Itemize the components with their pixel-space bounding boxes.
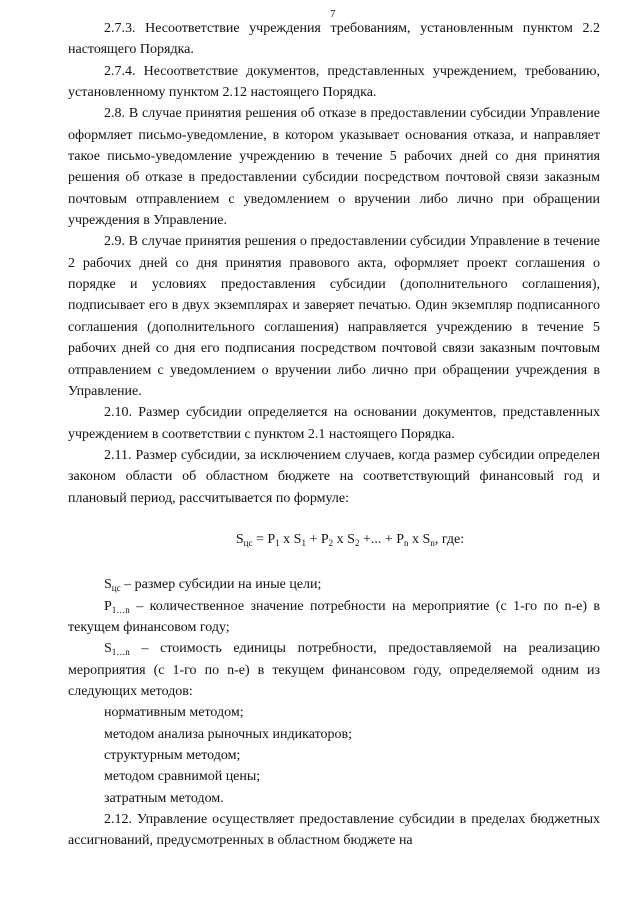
formula-x3: x S [408, 531, 431, 547]
paragraph-2-12: 2.12. Управление осуществляет предоставление субсидии в пределах бюджетных ассигнований, предусмотренных в областном бюджете на [68, 812, 600, 849]
def-s1n-letter: S [104, 641, 112, 657]
definition-s-1n [68, 638, 600, 702]
paragraph-2-7-3: 2.7.3. Несоответствие учреждения требованиям, установленным пунктом 2.2 настоящего Порядка. [68, 21, 600, 58]
formula-tail: , где: [434, 531, 465, 547]
method-item: методом сравнимой цены; [104, 769, 261, 785]
def-p-sub: 1…n [111, 604, 130, 615]
definition-s-cs [68, 574, 600, 595]
formula-plus2: +... + P [359, 531, 405, 547]
method-item: структурным методом; [104, 748, 241, 763]
paragraph-2-10: 2.10. Размер субсидии определяется на основании документов, представленных учреждением в соответствии с пунктом 2.1 настоящего Порядка. [68, 405, 600, 442]
formula-p2-sub: 2 [328, 537, 334, 548]
page-number: 7 [330, 8, 336, 20]
definition-p-1n [68, 596, 600, 639]
method-item: методом анализа рыночных индикаторов; [104, 726, 353, 742]
formula-s2-sub: 2 [354, 537, 360, 548]
def-p-letter: P [104, 598, 112, 614]
def-s-letter: S [104, 577, 112, 593]
formula-plus1: + P [305, 531, 329, 547]
paragraph-2-11: 2.11. Размер субсидии, за исключением случаев, когда размер субсидии определен законом области об областном бюджете на соответствующий финансовый год и плановый период, рассчитывается по формуле: [68, 447, 600, 506]
def-s-text: – размер субсидии на иные цели; [120, 577, 322, 593]
paragraph-2-7-4: 2.7.4. Несоответствие документов, представленных учреждением, требованию, установленному пунктом 2.12 настоящего Порядка. [68, 63, 600, 101]
formula-s-sub: цс [243, 537, 253, 548]
def-s1n-sub: 1…n [111, 647, 130, 658]
def-p-text: – количественное значение потребности на мероприятие (с 1-го по n-е) в текущем финансовом году; [68, 598, 600, 635]
formula-x1: x S [279, 531, 302, 547]
formula-sn-sub: n [430, 537, 435, 548]
formula-pn-sub: n [404, 537, 409, 548]
paragraph-2-9: 2.9. В случае принятия решения о предоставлении субсидии Управление в течение 2 рабочих дней со дня принятия правового акта, оформляет проект соглашения о порядке и условиях предоставления субсидии (дополнительного соглашения), подписывает его в двух экземплярах и заверяет печатью. Один экземпляр подписанного соглашения (дополнительного соглашения) направляется учреждению в течение 5 рабочих дней со дня его подписания посредством почтовой связи заказным почтовым отправлением с уведомлением о вручении либо лично при обращении учреждения в Управление. [68, 234, 600, 399]
method-item: нормативным методом; [104, 705, 244, 721]
formula-eq: = P [252, 531, 276, 547]
formula-p1-sub: 1 [275, 537, 280, 548]
paragraph-2-8: 2.8. В случае принятия решения об отказе в предоставлении субсидии Управление оформляет письмо-уведомление, в котором указывает основания отказа, и направляет такое письмо-уведомление учреждению в течение 5 рабочих дней со дня принятия решения об отказе в предоставлении субсидии посредством почтовой связи заказным почтовым отправлением с уведомлением о вручении либо лично при обращении учреждения в Управление. [68, 106, 600, 229]
document-body [68, 18, 600, 852]
def-s1n-text: – стоимость единицы потребности, предоставляемой на реализацию мероприятия (с 1-го по n-е) в текущем финансовом году, определяемой одним из следующих методов: [68, 641, 600, 699]
def-s-sub: цс [111, 583, 121, 594]
formula-s1-sub: 1 [301, 537, 306, 548]
subsidy-formula [100, 529, 600, 550]
formula-s: S [235, 531, 244, 547]
method-item: затратным методом. [104, 790, 224, 806]
formula-x2: x S [333, 531, 355, 547]
